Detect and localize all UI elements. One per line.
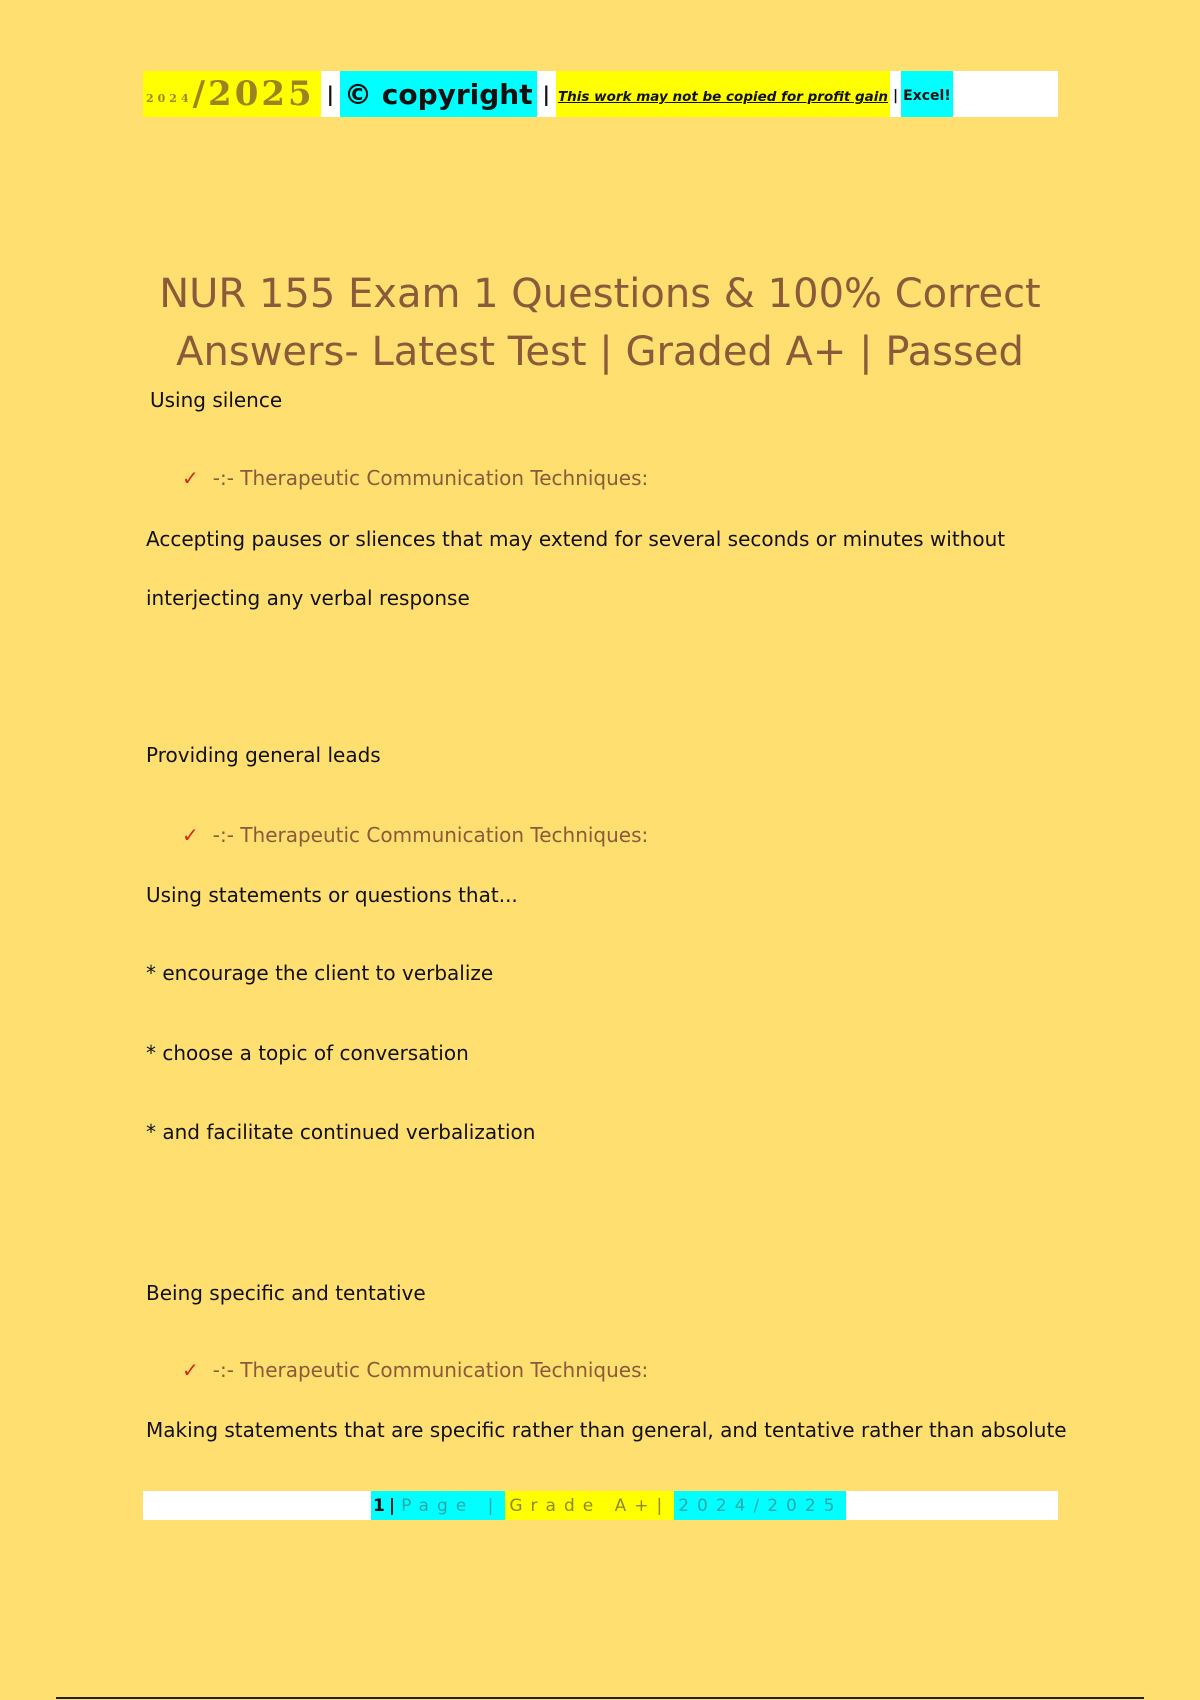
- title-line-2: Answers- Latest Test | Graded A+ | Passed: [176, 329, 1024, 375]
- header-year-big: /2025: [192, 74, 315, 114]
- check-mark-icon: ✓: [182, 466, 199, 490]
- copy-notice: This work may not be copied for profit gain: [556, 71, 890, 117]
- page-number: 1: [371, 1491, 387, 1520]
- header-separator: |: [321, 71, 340, 117]
- check-mark-icon: ✓: [182, 823, 199, 847]
- header-year: [143, 71, 321, 117]
- answer-line: * encourage the client to verbalize: [146, 961, 494, 985]
- category-row: [182, 466, 648, 490]
- footer-band: [143, 1491, 1058, 1520]
- grade-label: Grade A+|: [505, 1491, 674, 1520]
- term-providing-general-leads: Providing general leads: [146, 743, 381, 767]
- check-mark-icon: ✓: [182, 1358, 199, 1382]
- header-separator-2: |: [537, 71, 556, 117]
- header-separator-3: |: [893, 88, 899, 104]
- term-being-specific-and-tentative: Being specific and tentative: [146, 1281, 426, 1305]
- header-year-small: 2024: [146, 91, 193, 105]
- answer-line: Making statements that are specific rather than general, and tentative rather than absolute: [146, 1418, 1067, 1442]
- header-band: [143, 71, 1058, 117]
- answer-line: * and facilitate continued verbalization: [146, 1120, 536, 1144]
- term-using-silence: Using silence: [150, 388, 283, 412]
- footer-year: 2024/2025: [674, 1491, 846, 1520]
- page-label: Page |: [397, 1491, 505, 1520]
- category-label: -:- Therapeutic Communication Techniques:: [212, 1358, 649, 1382]
- copyright-label: © copyright: [340, 71, 537, 117]
- category-label: -:- Therapeutic Communication Techniques:: [212, 823, 649, 847]
- excel-label: Excel!: [901, 71, 953, 117]
- category-row: [182, 1358, 648, 1382]
- category-row: [182, 823, 648, 847]
- answer-line: Accepting pauses or sliences that may extend for several seconds or minutes without: [146, 527, 1006, 551]
- answer-line: * choose a topic of conversation: [146, 1041, 469, 1065]
- document-title: [120, 265, 1080, 381]
- answer-line: interjecting any verbal response: [146, 586, 470, 610]
- title-line-1: NUR 155 Exam 1 Questions & 100% Correct: [159, 271, 1041, 317]
- footer-separator: |: [387, 1491, 397, 1520]
- bottom-rule: [56, 1697, 1144, 1699]
- footer-spacer: [143, 1491, 371, 1520]
- category-label: -:- Therapeutic Communication Techniques:: [212, 466, 649, 490]
- answer-line: Using statements or questions that...: [146, 883, 518, 907]
